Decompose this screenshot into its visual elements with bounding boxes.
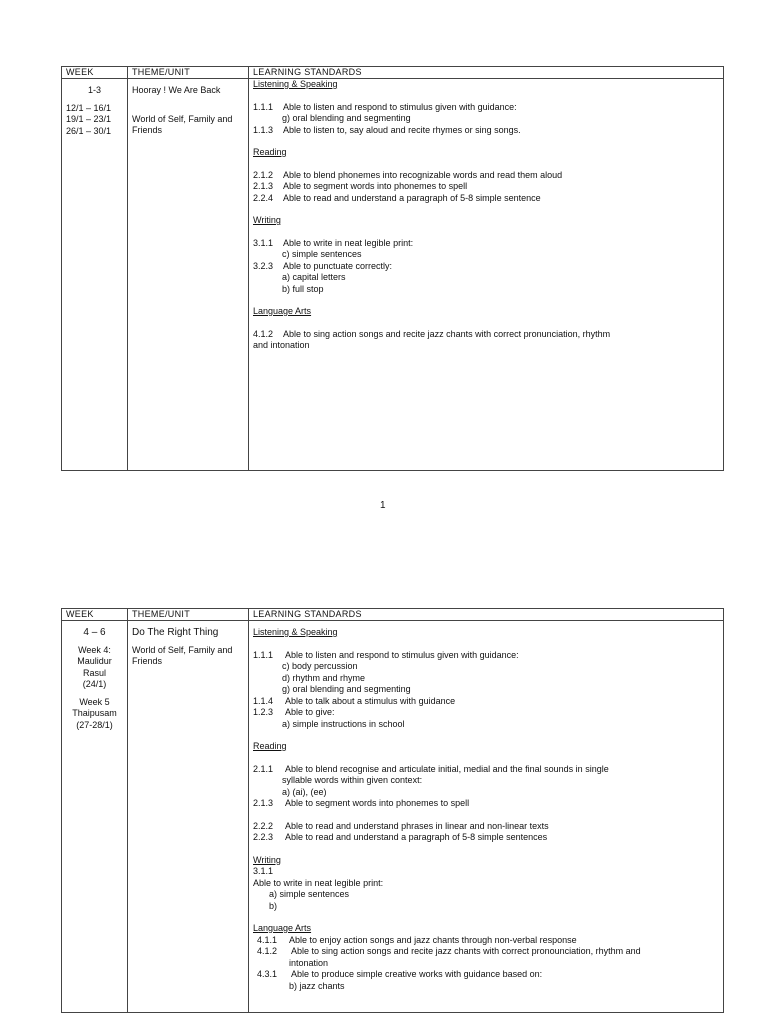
theme-column-header: THEME/UNIT <box>128 609 249 621</box>
lesson-plan-table-week-1-3 <box>61 66 724 471</box>
standard-item: 2.1.3 Able to segment words into phonemes to spell <box>253 798 470 808</box>
section-heading-writing: Writing <box>253 215 281 225</box>
holiday-name: Maulidur <box>77 656 112 666</box>
week-label: Week 5 <box>79 696 110 707</box>
standards-cell <box>249 621 724 1013</box>
week-date: 26/1 – 30/1 <box>66 125 112 136</box>
standard-item: 1.1.1 Able to listen and respond to stimulus given with guidance: <box>253 649 519 660</box>
table-header-row <box>62 609 724 621</box>
standard-item: 2.2.2 Able to read and understand phrases in linear and non-linear texts <box>253 820 549 831</box>
section-heading-reading: Reading <box>253 147 287 157</box>
standard-subitem: a) capital letters <box>282 272 346 282</box>
page-number: 1 <box>380 500 386 511</box>
week-label: Week 4: <box>78 644 111 655</box>
holiday-date: (24/1) <box>82 679 107 689</box>
week-range: 4 – 6 <box>83 627 106 638</box>
unit-title: Do The Right Thing <box>132 627 219 638</box>
week-date: 12/1 – 16/1 <box>66 102 112 113</box>
standard-item: 1.1.3 Able to listen to, say aloud and recite rhymes or sing songs. <box>253 124 521 135</box>
theme-cell <box>128 621 249 1013</box>
standard-subitem: c) simple sentences <box>282 249 362 259</box>
standard-item: 4.1.2 Able to sing action songs and recite jazz chants with correct pronunciation, rhythm <box>253 328 611 339</box>
theme-cell <box>128 79 249 471</box>
week-column-header: WEEK <box>62 67 128 79</box>
standard-subitem: g) oral blending and segmenting <box>282 684 411 694</box>
standards-cell <box>249 79 724 471</box>
standard-subitem: a) simple sentences <box>269 889 350 899</box>
standards-column-header: LEARNING STANDARDS <box>249 67 724 79</box>
lesson-plan-table-week-4-6 <box>61 608 724 1013</box>
standard-text: Able to write in neat legible print: <box>253 877 384 888</box>
standard-item-continuation: intonation <box>289 957 329 968</box>
week-column-header: WEEK <box>62 609 128 621</box>
standard-subitem: a) (ai), (ee) <box>282 786 327 797</box>
standard-item: 4.1.1 Able to enjoy action songs and jazz chants through non-verbal response <box>257 934 577 945</box>
section-heading-reading: Reading <box>253 741 287 751</box>
standard-item: 2.1.1 Able to blend recognise and articulate initial, medial and the final sounds in single <box>253 763 609 774</box>
standard-subitem: a) simple instructions in school <box>282 718 405 729</box>
standard-item: 3.2.3 Able to punctuate correctly: <box>253 260 393 271</box>
standard-subitem: c) body percussion <box>282 661 358 671</box>
week-cell <box>62 621 128 1013</box>
standards-column-header: LEARNING STANDARDS <box>249 609 724 621</box>
standard-subitem: g) oral blending and segmenting <box>282 113 411 123</box>
table-header-row <box>62 67 724 79</box>
week-range: 1-3 <box>87 85 101 95</box>
standard-subitem: b) jazz chants <box>289 980 345 991</box>
standard-subitem: b) <box>269 900 278 911</box>
week-date: 19/1 – 23/1 <box>66 114 112 124</box>
standard-item: 2.2.3 Able to read and understand a paragraph of 5-8 simple sentences <box>253 832 548 842</box>
unit-title: Hooray ! We Are Back <box>132 85 221 95</box>
section-heading-listening: Listening & Speaking <box>253 79 338 89</box>
standard-item-continuation: syllable words within given context: <box>282 775 423 785</box>
standard-item: 2.1.2 Able to blend phonemes into recognizable words and read them aloud <box>253 169 563 180</box>
week-cell <box>62 79 128 471</box>
standard-item: 1.2.3 Able to give: <box>253 707 335 717</box>
standard-subitem: b) full stop <box>282 283 324 294</box>
standard-item: 4.1.2 Able to sing action songs and recite jazz chants with correct pronounciation, rhythm and <box>257 946 641 956</box>
standard-item: 1.1.1 Able to listen and respond to stimulus given with guidance: <box>253 101 517 112</box>
theme-column-header: THEME/UNIT <box>128 67 249 79</box>
standard-item: 3.1.1 Able to write in neat legible print: <box>253 237 414 248</box>
section-heading-listening: Listening & Speaking <box>253 627 338 637</box>
section-heading-writing: Writing <box>253 854 281 865</box>
theme-name: World of Self, Family and Friends <box>132 644 233 666</box>
standard-item: 1.1.4 Able to talk about a stimulus with guidance <box>253 695 456 706</box>
standard-item: 2.2.4 Able to read and understand a paragraph of 5-8 simple sentence <box>253 192 541 203</box>
holiday-date: (27-28/1) <box>76 719 113 730</box>
table-row <box>62 621 724 1013</box>
standard-item-continuation: and intonation <box>253 340 310 350</box>
document-page-2 <box>0 540 768 1024</box>
section-heading-language-arts: Language Arts <box>253 923 312 933</box>
standard-subitem: d) rhythm and rhyme <box>282 672 366 683</box>
standard-item: 2.1.3 Able to segment words into phonemes to spell <box>253 181 468 191</box>
section-heading-language-arts: Language Arts <box>253 306 312 316</box>
theme-name: World of Self, Family and Friends <box>132 113 233 135</box>
table-row <box>62 79 724 471</box>
standard-number: 3.1.1 <box>253 866 274 876</box>
standard-item: 4.3.1 Able to produce simple creative works with guidance based on: <box>257 969 543 979</box>
holiday-name: Rasul <box>82 667 106 678</box>
holiday-name: Thaipusam <box>72 708 117 718</box>
